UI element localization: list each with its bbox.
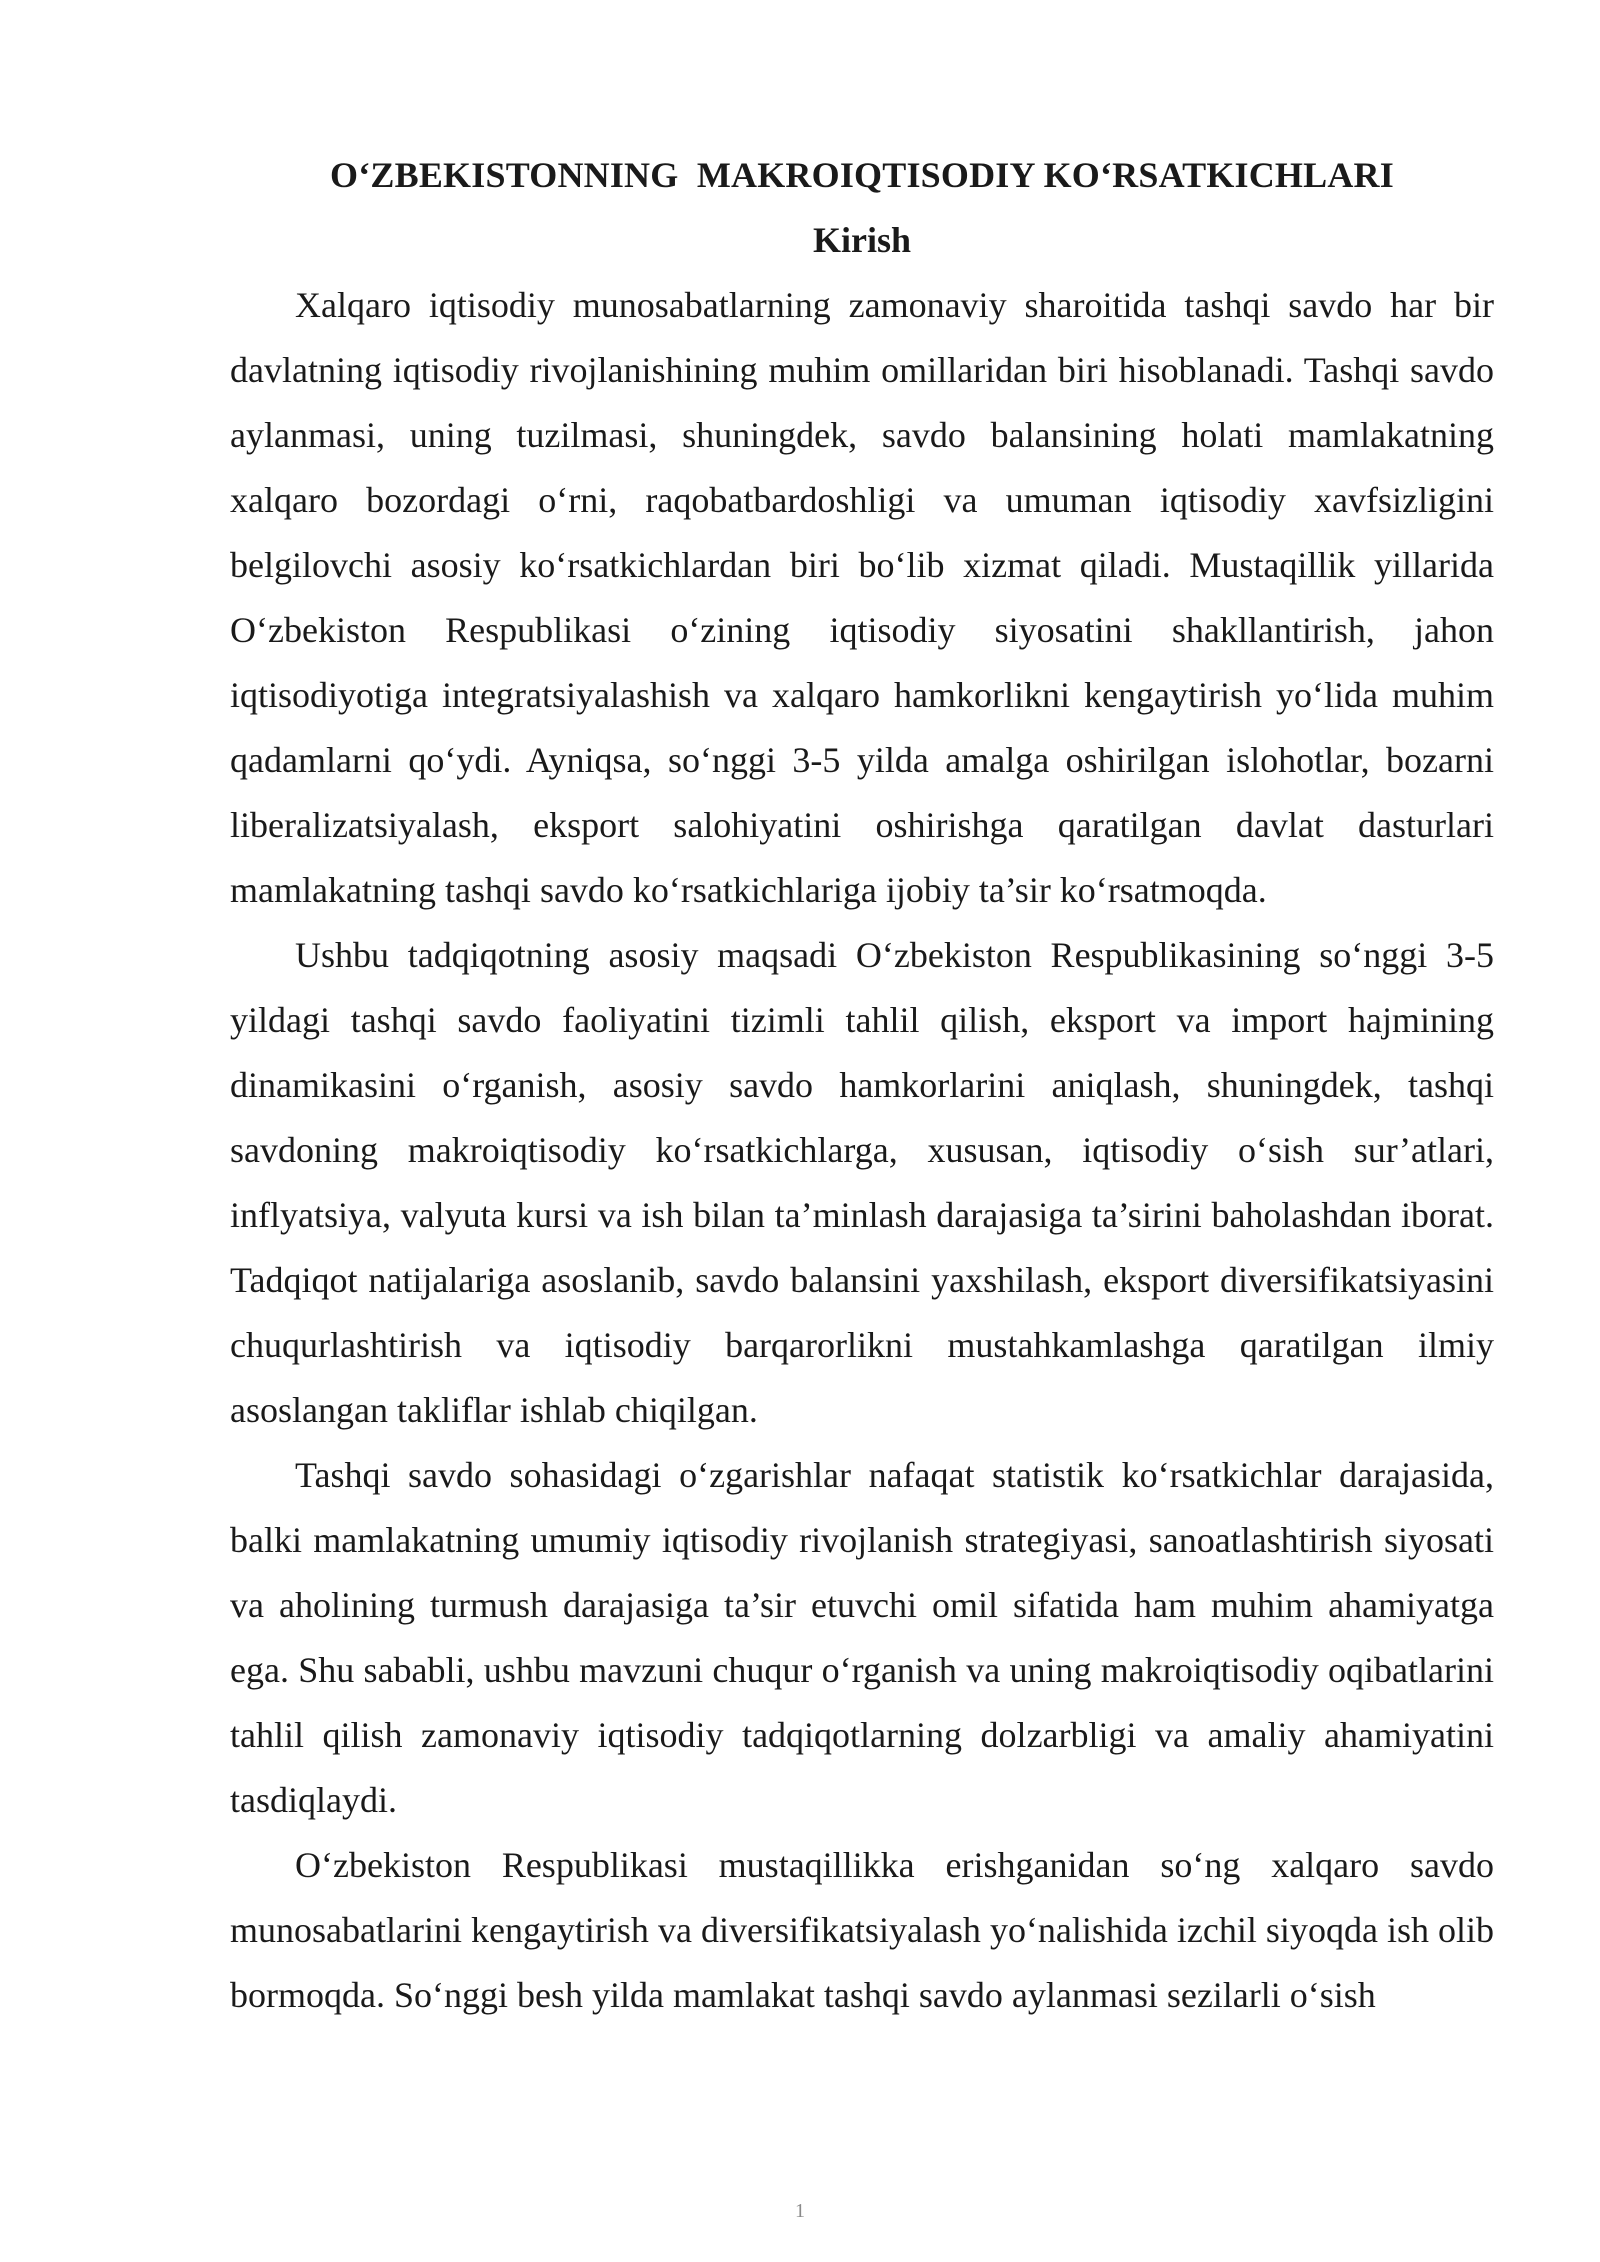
- document-body: [230, 143, 1494, 2028]
- paragraph-3: Tashqi savdo sohasidagi o‘zgarishlar nafaqat statistik ko‘rsatkichlar darajasida, balki mamlakatning umumiy iqtisodiy rivojlanish strategiyasi, sanoatlashtirish siyosati va aholining turmush darajasiga ta’sir etuvchi omil sifatida ham muhim ahamiyatga ega. Shu sababli, ushbu mavzuni chuqur o‘rganish va uning makroiqtisodiy oqibatlarini tahlil qilish zamonaviy iqtisodiy tadqiqotlarning dolzarbligi va amaliy ahamiyatini tasdiqlaydi.: [230, 1455, 1494, 1820]
- paragraph-2: Ushbu tadqiqotning asosiy maqsadi O‘zbekiston Respublikasining so‘nggi 3-5 yildagi tashqi savdo faoliyatini tizimli tahlil qilish, eksport va import hajmining dinamikasini o‘rganish, asosiy savdo hamkorlarini aniqlash, shuningdek, tashqi savdoning makroiqtisodiy ko‘rsatkichlarga, xususan, iqtisodiy o‘sish sur’atlari, inflyatsiya, valyuta kursi va ish bilan ta’minlash darajasiga ta’sirini baholashdan iborat. Tadqiqot natijalariga asoslanib, savdo balansini yaxshilash, eksport diversifikatsiyasini chuqurlashtirish va iqtisodiy barqarorlikni mustahkamlashga qaratilgan ilmiy asoslangan takliflar ishlab chiqilgan.: [230, 935, 1494, 1430]
- paragraph-4: O‘zbekiston Respublikasi mustaqillikka erishganidan so‘ng xalqaro savdo munosabatlarini kengaytirish va diversifikatsiyalash yo‘nalishida izchil siyoqda ish olib bormoqda. So‘nggi besh yilda mamlakat tashqi savdo aylanmasi sezilarli o‘sish: [230, 1845, 1494, 2015]
- section-heading: Kirish: [812, 220, 911, 260]
- page-number: 1: [795, 2200, 805, 2222]
- paragraph-1: Xalqaro iqtisodiy munosabatlarning zamonaviy sharoitida tashqi savdo har bir davlatning iqtisodiy rivojlanishining muhim omillaridan biri hisoblanadi. Tashqi savdo aylanmasi, uning tuzilmasi, shuningdek, savdo balansining holati mamlakatning xalqaro bozordagi o‘rni, raqobatbardoshligi va umuman iqtisodiy xavfsizligini belgilovchi asosiy ko‘rsatkichlardan biri bo‘lib xizmat qiladi. Mustaqillik yillarida O‘zbekiston Respublikasi o‘zining iqtisodiy siyosatini shakllantirish, jahon iqtisodiyotiga integratsiyalashish va xalqaro hamkorlikni kengaytirish yo‘lida muhim qadamlarni qo‘ydi. Ayniqsa, so‘nggi 3-5 yilda amalga oshirilgan islohotlar, bozarni liberalizatsiyalash, eksport salohiyatini oshirishga qaratilgan davlat dasturlari mamlakatning tashqi savdo ko‘rsatkichlariga ijobiy ta’sir ko‘rsatmoqda.: [230, 285, 1494, 910]
- document-title: O‘ZBEKISTONNING MAKROIQTISODIY KO‘RSATKICHLARI: [330, 155, 1394, 195]
